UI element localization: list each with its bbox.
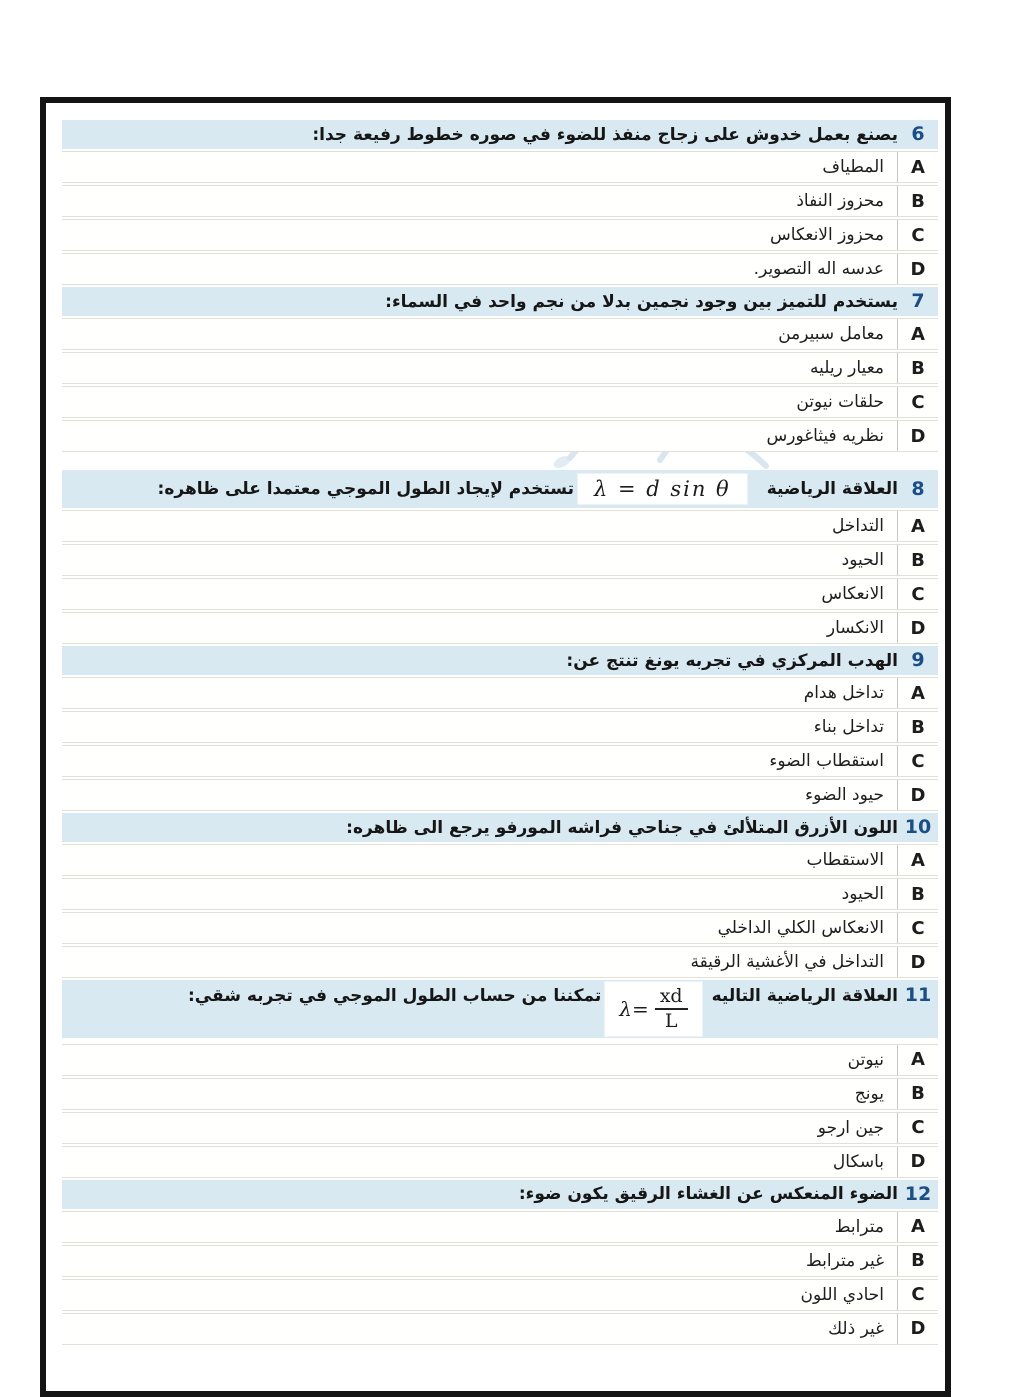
question-number: 12 — [904, 1182, 932, 1205]
question-header — [62, 120, 938, 149]
option-text: الانعكاس الكلي الداخلي — [717, 918, 884, 938]
option-row — [62, 420, 938, 452]
option-letter: A — [897, 152, 938, 182]
question-number: 8 — [911, 477, 925, 500]
option-text: تداخل بناء — [813, 717, 884, 737]
question-header — [62, 980, 938, 1038]
option-letter: D — [897, 1147, 938, 1177]
quiz-table — [62, 120, 938, 1347]
formula-fraction — [655, 986, 688, 1032]
question-title: الهدب المركزي في تجربه يونغ تنتج عن: — [566, 650, 898, 671]
option-text: معامل سبيرمن — [778, 324, 884, 344]
question-title-before-formula: العلاقة الرياضية — [766, 479, 898, 499]
question-title-before-formula: العلاقة الرياضية التاليه — [711, 986, 898, 1006]
option-text: المطياف — [822, 157, 884, 177]
option-row — [62, 844, 938, 876]
option-row — [62, 578, 938, 610]
option-row — [62, 878, 938, 910]
option-row — [62, 1279, 938, 1311]
option-text: احادي اللون — [800, 1284, 884, 1305]
option-letter: D — [897, 613, 938, 643]
question-title: يستخدم للتميز بين وجود نجمين بدلا من نجم واحد في السماء: — [385, 291, 898, 312]
option-row — [62, 318, 938, 350]
option-letter: B — [897, 712, 938, 742]
option-text: الانعكاس — [821, 584, 884, 604]
option-row — [62, 711, 938, 743]
option-text: حيود الضوء — [805, 785, 884, 805]
formula-box — [578, 474, 747, 504]
option-text: باسكال — [832, 1151, 884, 1172]
option-row — [62, 386, 938, 418]
question-header — [62, 1180, 938, 1209]
option-text: الحيود — [841, 884, 884, 904]
block-gap — [62, 454, 938, 470]
option-row — [62, 1112, 938, 1144]
option-row — [62, 1146, 938, 1178]
question-title: اللون الأزرق المتلألئ في جناحي فراشه المورفو يرجع الى ظاهره: — [346, 817, 898, 838]
formula-denominator: L — [664, 1009, 678, 1032]
option-letter: B — [897, 186, 938, 216]
question-number: 7 — [911, 290, 925, 312]
formula-lambda: λ= — [619, 996, 649, 1021]
question-title-after-formula: تستخدم لإيجاد الطول الموجي معتمدا على ظاهره: — [157, 479, 574, 499]
option-text: جين ارجو — [817, 1117, 884, 1138]
option-text: الانكسار — [826, 618, 884, 638]
question-title: الضوء المنعكس عن الغشاء الرقيق يكون ضوء: — [518, 1184, 898, 1205]
option-letter: C — [897, 1280, 938, 1310]
question-header — [62, 813, 938, 842]
option-letter: A — [897, 1045, 938, 1075]
question-number: 9 — [911, 649, 925, 671]
option-row — [62, 253, 938, 285]
option-row — [62, 219, 938, 251]
option-letter: B — [897, 1079, 938, 1109]
option-row — [62, 946, 938, 978]
option-row — [62, 352, 938, 384]
option-row — [62, 544, 938, 576]
option-letter: B — [897, 545, 938, 575]
option-text: نيوتن — [847, 1049, 884, 1070]
question-header — [62, 646, 938, 675]
option-text: التداخل — [831, 516, 884, 536]
option-row — [62, 510, 938, 542]
option-row — [62, 912, 938, 944]
option-letter: C — [897, 387, 938, 417]
option-letter: C — [897, 220, 938, 250]
option-text: غير مترابط — [805, 1250, 884, 1271]
question-block-9 — [62, 646, 938, 811]
question-number: 11 — [904, 984, 932, 1006]
option-row — [62, 1211, 938, 1243]
question-title-after-formula: تمكننا من حساب الطول الموجي في تجربه شقي: — [188, 986, 602, 1006]
option-letter: A — [897, 678, 938, 708]
option-letter: D — [897, 780, 938, 810]
option-letter: C — [897, 1113, 938, 1143]
option-row — [62, 1044, 938, 1076]
option-letter: A — [897, 511, 938, 541]
option-row — [62, 677, 938, 709]
option-text: مترابط — [834, 1216, 884, 1237]
option-letter: A — [897, 845, 938, 875]
option-text: يونج — [854, 1083, 884, 1104]
option-row — [62, 612, 938, 644]
question-number: 10 — [904, 816, 932, 838]
option-text: استقطاب الضوء — [769, 751, 884, 771]
option-row — [62, 151, 938, 183]
option-row — [62, 185, 938, 217]
question-block-11 — [62, 980, 938, 1178]
question-header — [62, 470, 938, 508]
option-text: حلقات نيوتن — [796, 392, 884, 412]
option-letter: A — [897, 319, 938, 349]
question-block-8 — [62, 470, 938, 644]
option-letter: D — [897, 254, 938, 284]
option-row — [62, 1313, 938, 1345]
option-text: غير ذلك — [828, 1318, 884, 1339]
option-row — [62, 745, 938, 777]
question-header — [62, 287, 938, 316]
question-title: يصنع بعمل خدوش على زجاج منفذ للضوء في صوره خطوط رفيعة جدا: — [312, 124, 898, 145]
option-text: معيار ريليه — [809, 358, 884, 378]
option-letter: C — [897, 746, 938, 776]
question-block-6 — [62, 120, 938, 285]
option-text: نظريه فيثاغورس — [766, 426, 884, 446]
question-block-10 — [62, 813, 938, 978]
option-letter: D — [897, 1314, 938, 1344]
option-letter: B — [897, 353, 938, 383]
formula-numerator: xd — [655, 986, 688, 1010]
option-letter: A — [897, 1212, 938, 1242]
option-text: تداخل هدام — [803, 683, 884, 703]
option-text: الحيود — [841, 550, 884, 570]
option-letter: C — [897, 913, 938, 943]
option-letter: B — [897, 1246, 938, 1276]
option-row — [62, 1078, 938, 1110]
option-text: الاستقطاب — [806, 850, 884, 870]
option-row — [62, 779, 938, 811]
question-number: 6 — [911, 123, 925, 145]
option-row — [62, 1245, 938, 1277]
option-letter: D — [897, 421, 938, 451]
option-letter: B — [897, 879, 938, 909]
question-block-7 — [62, 287, 938, 452]
option-letter: C — [897, 579, 938, 609]
option-text: محزوز الانعكاس — [770, 225, 884, 245]
option-text: عدسه اله التصوير. — [753, 259, 884, 279]
question-block-12 — [62, 1180, 938, 1345]
formula-text: λ = d sin θ — [593, 477, 731, 501]
option-text: التداخل في الأغشية الرقيقة — [690, 952, 884, 972]
formula-box — [605, 982, 701, 1036]
option-letter: D — [897, 947, 938, 977]
option-text: محزوز النفاذ — [796, 191, 884, 211]
